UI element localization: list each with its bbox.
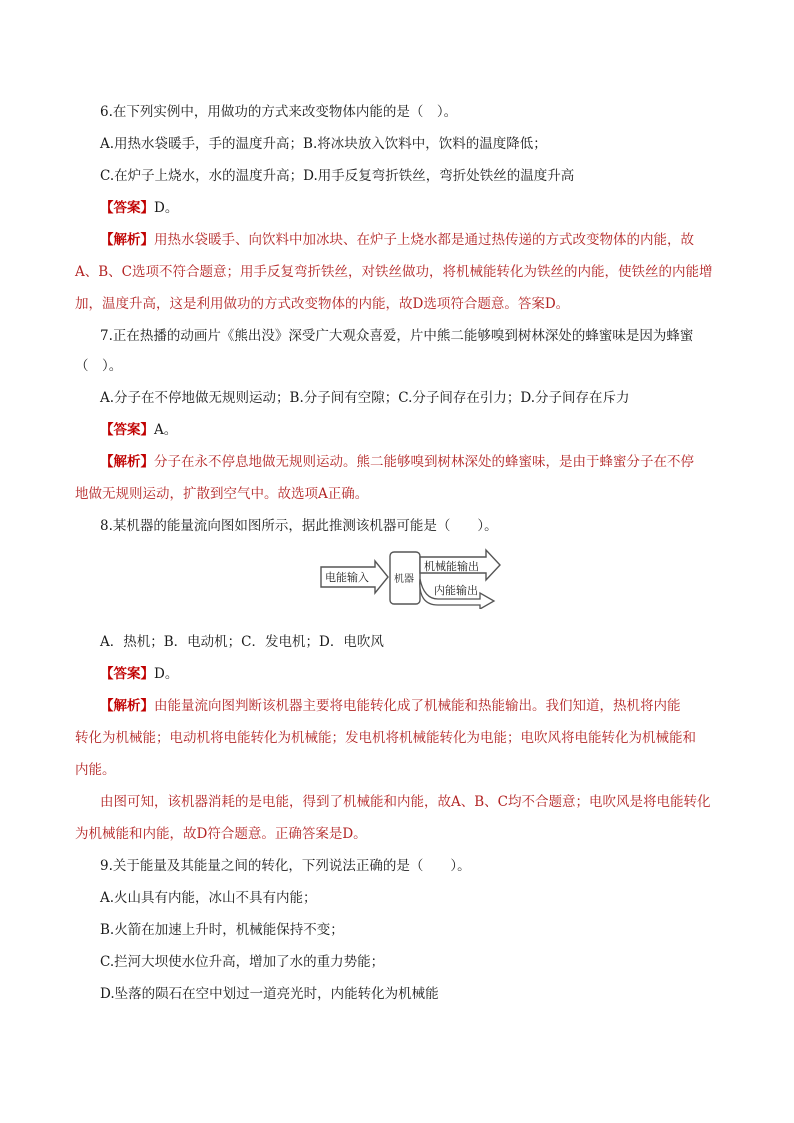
answer-value: D。 bbox=[154, 200, 179, 216]
q8-analysis-line-5: 为机械能和内能，故D符合题意。正确答案是D。 bbox=[75, 826, 367, 842]
q6-options-cd: C.在炉子上烧水，水的温度升高；D.用手反复弯折铁丝，弯折处铁丝的温度升高 bbox=[100, 168, 575, 184]
q7-answer bbox=[100, 420, 720, 440]
q6-analysis-line-3: 加，温度升高，这是利用做功的方式改变物体的内能，故D选项符合题意。答案D。 bbox=[75, 296, 570, 312]
q9-option-a: A.火山具有内能，冰山不具有内能； bbox=[100, 890, 317, 906]
q6-options-ab: A.用热水袋暖手，手的温度升高；B.将冰块放入饮料中，饮料的温度降低； bbox=[100, 136, 547, 152]
q8-analysis-line-3: 内能。 bbox=[75, 762, 116, 778]
q9-option-d: D.坠落的陨石在空中划过一道亮光时，内能转化为机械能 bbox=[100, 986, 439, 1002]
mechanical-output-label: 机械能输出 bbox=[424, 560, 479, 573]
analysis-tag: 【解析】 bbox=[100, 454, 154, 470]
q8-answer bbox=[100, 664, 720, 684]
answer-value: D。 bbox=[154, 666, 179, 682]
answer-tag: 【答案】 bbox=[100, 422, 154, 438]
analysis-text: 由能量流向图判断该机器主要将电能转化成了机械能和热能输出。我们知道，热机将内能 bbox=[154, 698, 681, 714]
q9-stem: 9.关于能量及其能量之间的转化，下列说法正确的是（ ）。 bbox=[100, 858, 471, 874]
q7-stem-line-1: 7.正在热播的动画片《熊出没》深受广大观众喜爱，片中熊二能够嗅到树林深处的蜂蜜味是因为蜂蜜 bbox=[100, 328, 694, 344]
answer-tag: 【答案】 bbox=[100, 200, 154, 216]
q8-options: A．热机；B．电动机；C．发电机；D．电吹风 bbox=[100, 634, 384, 650]
q8-analysis-line-2: 转化为机械能；电动机将电能转化为机械能；发电机将机械能转化为电能；电吹风将电能转化为机械能和 bbox=[75, 730, 696, 746]
answer-tag: 【答案】 bbox=[100, 666, 154, 682]
q7-options: A.分子在不停地做无规则运动；B.分子间有空隙；C.分子间存在引力；D.分子间存在斥力 bbox=[100, 390, 630, 406]
machine-label: 机器 bbox=[394, 574, 414, 585]
q8-analysis-line-1 bbox=[100, 696, 720, 716]
q9-option-c: C.拦河大坝使水位升高，增加了水的重力势能； bbox=[100, 954, 385, 970]
analysis-tag: 【解析】 bbox=[100, 232, 154, 248]
q8-stem: 8.某机器的能量流向图如图所示，据此推测该机器可能是（ ）。 bbox=[100, 518, 498, 534]
q7-stem-line-2: （ ）。 bbox=[75, 358, 123, 374]
thermal-output-label: 内能输出 bbox=[434, 584, 478, 597]
q7-analysis-line-2: 地做无规则运动，扩散到空气中。故选项A正确。 bbox=[75, 486, 369, 502]
input-label: 电能输入 bbox=[325, 571, 369, 584]
q8-analysis-line-4: 由图可知，该机器消耗的是电能，得到了机械能和内能，故A、B、C均不合题意；电吹风是将电能转化 bbox=[100, 794, 711, 810]
analysis-text: 用热水袋暖手、向饮料中加冰块、在炉子上烧水都是通过热传递的方式改变物体的内能，故 bbox=[154, 232, 694, 248]
energy-flow-diagram bbox=[320, 547, 502, 609]
q6-answer bbox=[100, 198, 720, 218]
answer-value: A。 bbox=[154, 422, 178, 438]
analysis-tag: 【解析】 bbox=[100, 698, 154, 714]
q6-analysis-line-1 bbox=[100, 230, 720, 250]
q7-analysis-line-1 bbox=[100, 452, 720, 472]
q9-option-b: B.火箭在加速上升时，机械能保持不变； bbox=[100, 922, 344, 938]
q6-stem: 6.在下列实例中，用做功的方式来改变物体内能的是（ ）。 bbox=[100, 104, 458, 120]
q6-analysis-line-2: A、B、C选项不符合题意；用手反复弯折铁丝，对铁丝做功，将机械能转化为铁丝的内能，使铁丝的内能增 bbox=[75, 264, 713, 280]
analysis-text: 分子在永不停息地做无规则运动。熊二能够嗅到树林深处的蜂蜜味，是由于蜂蜜分子在不停 bbox=[154, 454, 694, 470]
